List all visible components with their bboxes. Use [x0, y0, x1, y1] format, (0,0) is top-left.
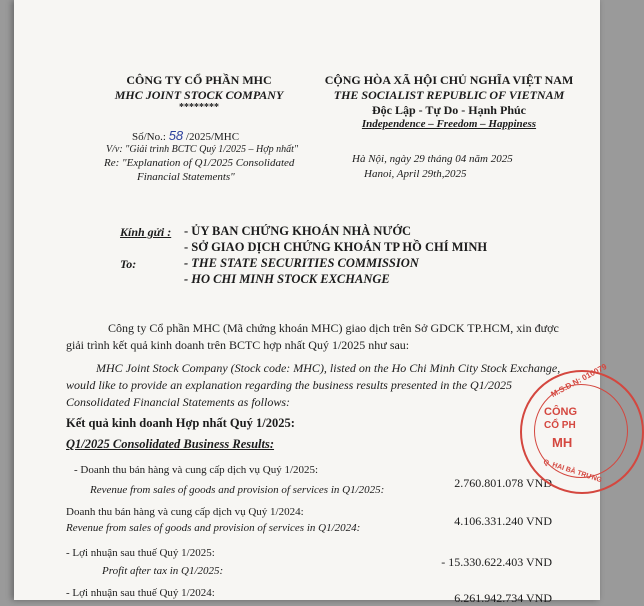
company-name-vi: CÔNG TY CỔ PHẦN MHC: [126, 73, 272, 87]
result-amount: 6.261.942.734 VND: [454, 591, 552, 605]
result-label-vi: - Lợi nhuận sau thuế Quý 1/2024:: [66, 587, 215, 599]
subject-en-line2: Financial Statements": [137, 171, 235, 183]
seal-text: CÔNG: [544, 406, 577, 418]
motto-vi: Độc Lập - Tự Do - Hạnh Phúc: [371, 103, 526, 117]
result-label-vi: - Doanh thu bán hàng và cung cấp dịch vụ Quý 1/2025:: [74, 464, 319, 476]
recipient-line: - SỞ GIAO DỊCH CHỨNG KHOÁN TP HỒ CHÍ MINH: [184, 240, 488, 254]
ref-prefix: Số/No.:: [132, 131, 169, 143]
subject-vi: V/v: "Giải trình BCTC Quý 1/2025 – Hợp nhất": [106, 144, 299, 155]
recipient-line: - HO CHI MINH STOCK EXCHANGE: [184, 272, 390, 286]
seal-text: CỔ PH: [544, 420, 576, 431]
motto-en: Independence – Freedom – Happiness: [361, 118, 537, 130]
result-label-en: Revenue from sales of goods and provision of services in Q1/2025:: [90, 484, 385, 496]
result-label-en: Profit after tax in Q1/2025:: [102, 565, 224, 577]
company-seal-stamp: [520, 362, 644, 494]
date-en: Hanoi, April 29th,2025: [364, 168, 467, 180]
ref-suffix: /2025/MHC: [183, 131, 240, 143]
seal-bottom-text: Q. HAI BÀ TRƯNG: [542, 458, 603, 485]
intro-paragraph-vi: Công ty Cổ phần MHC (Mã chứng khoán MHC) giao dịch trên Sở GDCK TP.HCM, xin được giải trình kết quả kinh doanh trên BCTC hợp nhất Quý 1/2025 như sau:: [66, 321, 559, 352]
result-amount: 4.106.331.240 VND: [454, 514, 552, 528]
result-amount: 2.760.801.078 VND: [454, 476, 552, 490]
intro-paragraph-en: MHC Joint Stock Company (Stock code: MHC), listed on the Ho Chi Minh City Stock Exchange, would like to provide an explanation regarding the business results presented in the Q1/2025 Consolidated Financial Statements as follows:: [66, 361, 561, 409]
republic-name-vi: CỘNG HÒA XÃ HỘI CHỦ NGHĨA VIỆT NAM: [324, 73, 574, 87]
seal-arc-text: M.S.D.N: 010079: [549, 362, 609, 399]
document-page: [14, 0, 609, 605]
result-label-vi: Doanh thu bán hàng và cung cấp dịch vụ Quý 1/2024:: [66, 506, 304, 518]
recipient-line: - THE STATE SECURITIES COMMISSION: [184, 256, 419, 270]
recipient-line: - ỦY BAN CHỨNG KHOÁN NHÀ NƯỚC: [184, 224, 412, 238]
results-heading-en: Q1/2025 Consolidated Business Results:: [66, 437, 275, 451]
result-label-en: Revenue from sales of goods and provision of services in Q1/2024:: [66, 522, 361, 534]
ref-number-handwritten: 58: [168, 128, 184, 143]
recipient-label-en: To:: [120, 257, 137, 271]
company-stars: ********: [179, 102, 219, 113]
subject-en-line1: Re: "Explanation of Q1/2025 Consolidated: [104, 157, 295, 169]
results-heading-vi: Kết quả kinh doanh Hợp nhất Quý 1/2025:: [66, 416, 295, 430]
republic-name-en: THE SOCIALIST REPUBLIC OF VIETNAM: [333, 88, 565, 102]
reference-number: [132, 128, 239, 143]
date-vi: Hà Nội, ngày 29 tháng 04 năm 2025: [352, 153, 513, 165]
result-amount: - 15.330.622.403 VND: [441, 555, 552, 569]
company-name-en: MHC JOINT STOCK COMPANY: [114, 88, 284, 102]
recipient-label-vi: Kính gửi :: [120, 225, 172, 239]
result-label-vi: - Lợi nhuận sau thuế Quý 1/2025:: [66, 547, 215, 559]
seal-text: MH: [552, 435, 573, 450]
